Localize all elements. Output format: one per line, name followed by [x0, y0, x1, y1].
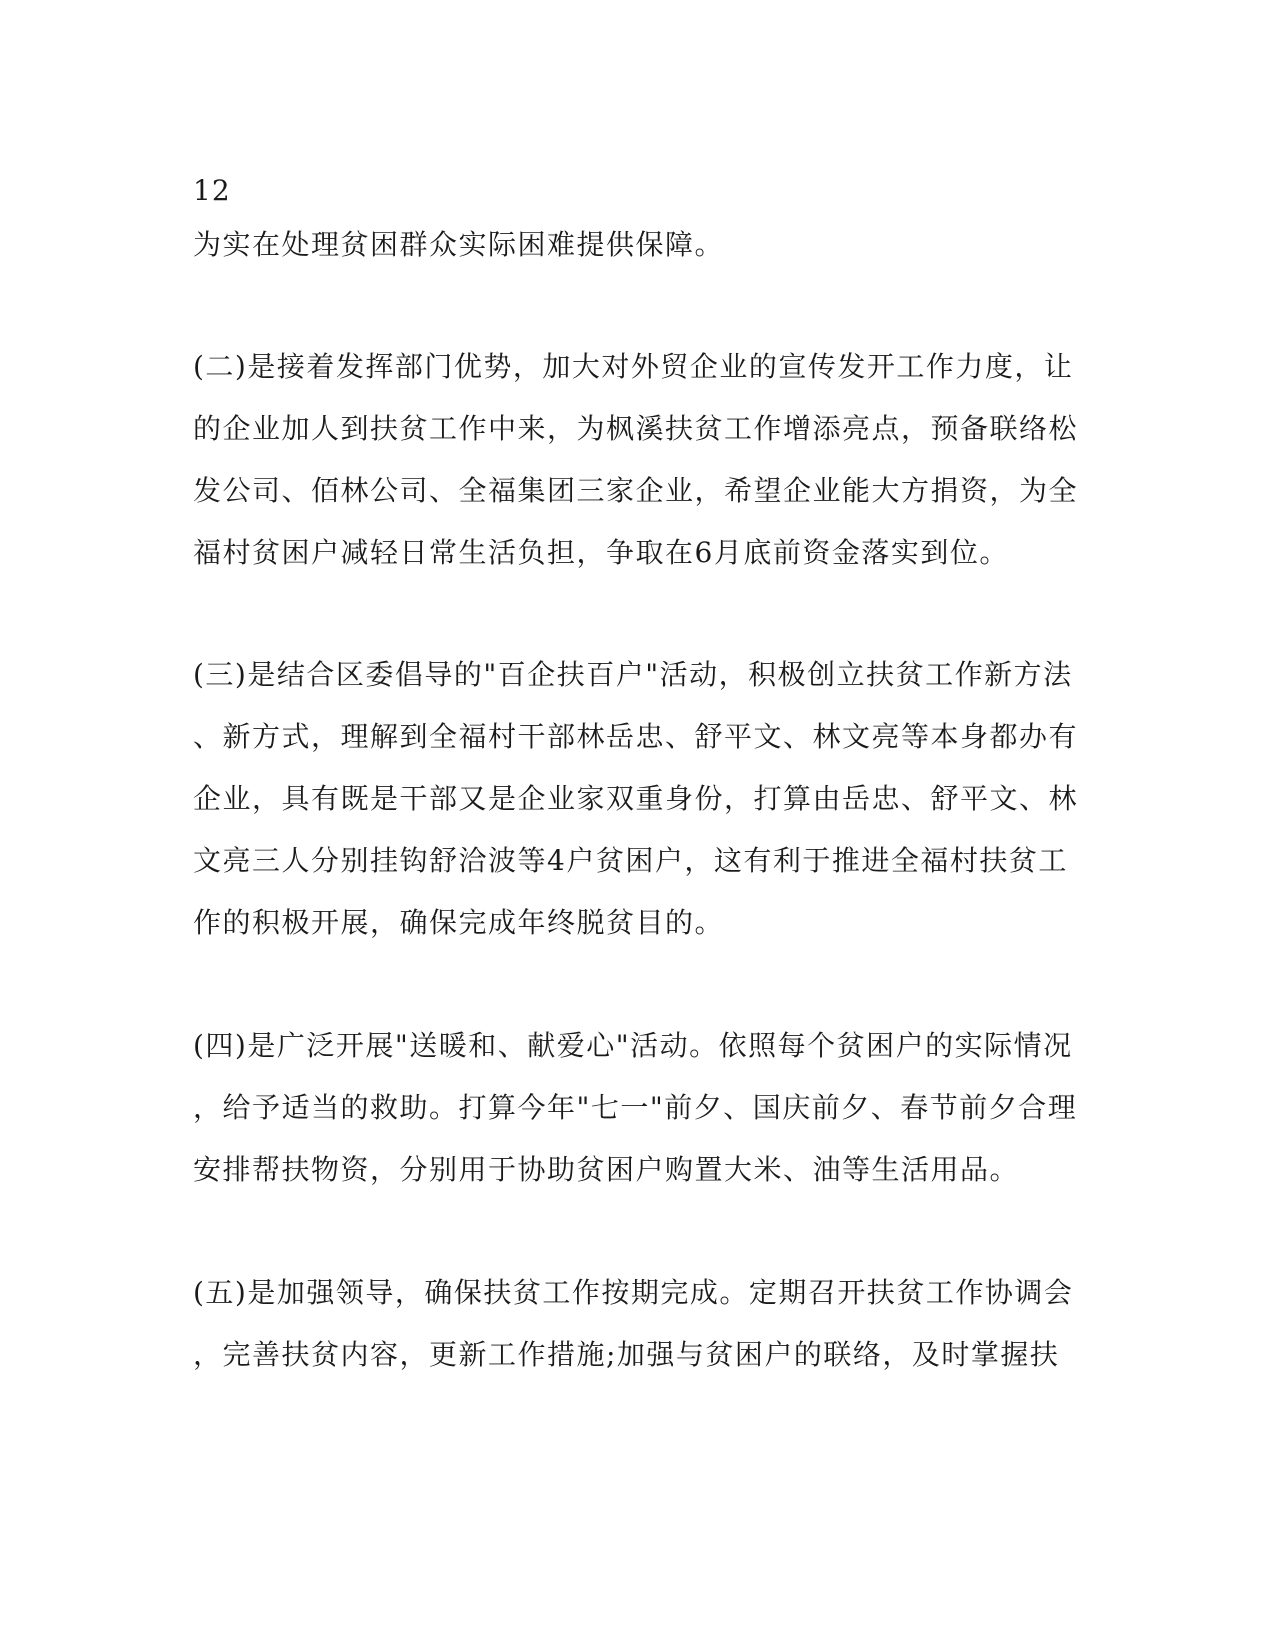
text-line: 福村贫困户减轻日常生活负担，争取在6月底前资金落实到位。	[193, 536, 1009, 569]
text-line: 安排帮扶物资，分别用于协助贫困户购置大米、油等生活用品。	[193, 1153, 1020, 1186]
text-line: 文亮三人分别挂钩舒洽波等4户贫困户，这有利于推进全福村扶贫工	[193, 844, 1068, 877]
text-line: (三)是结合区委倡导的"百企扶百户"活动，积极创立扶贫工作新方法	[193, 658, 1073, 691]
text-line: 、新方式，理解到全福村干部林岳忠、舒平文、林文亮等本身都办有	[193, 720, 1079, 753]
text-line: 企业，具有既是干部又是企业家双重身份，打算由岳忠、舒平文、林	[193, 782, 1079, 815]
text-line: ，给予适当的救助。打算今年"七一"前夕、国庆前夕、春节前夕合理	[193, 1091, 1078, 1124]
text-line: 的企业加人到扶贫工作中来，为枫溪扶贫工作增添亮点，预备联络松	[193, 412, 1079, 445]
text-line: 作的积极开展，确保完成年终脱贫目的。	[193, 906, 725, 939]
text-line: 为实在处理贫困群众实际困难提供保障。	[193, 228, 725, 261]
text-line: (四)是广泛开展"送暖和、献爱心"活动。依照每个贫困户的实际情况	[193, 1029, 1073, 1062]
text-line: ，完善扶贫内容，更新工作措施;加强与贫困户的联络，及时掌握扶	[193, 1338, 1060, 1371]
page-number: 12	[193, 174, 231, 207]
text-line: (五)是加强领导，确保扶贫工作按期完成。定期召开扶贫工作协调会	[193, 1276, 1074, 1309]
text-line: 发公司、佰林公司、全福集团三家企业，希望企业能大方捐资，为全	[193, 474, 1079, 507]
text-line: (二)是接着发挥部门优势，加大对外贸企业的宣传发开工作力度，让	[193, 350, 1074, 383]
